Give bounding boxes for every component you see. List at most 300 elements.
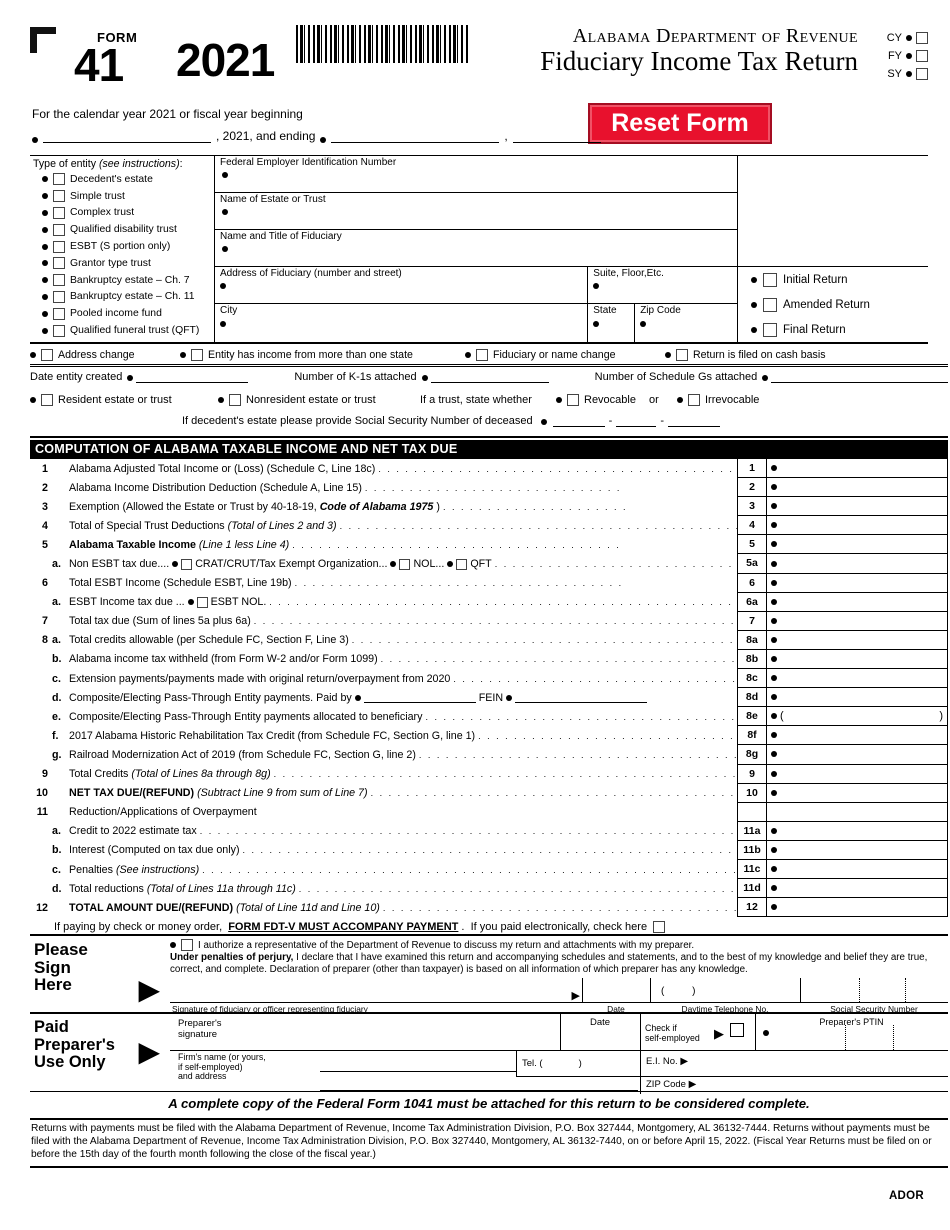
entity-type-label: Pooled income fund	[70, 308, 162, 320]
nonresident-label: Nonresident estate or trust	[246, 394, 376, 406]
city-row	[215, 304, 737, 342]
city-label: City	[220, 305, 238, 317]
schedule-gs-label: Number of Schedule Gs attached	[594, 371, 758, 383]
fein-label: Federal Employer Identification Number	[220, 157, 397, 168]
line-number-box: 8a	[737, 631, 767, 650]
line-value-field[interactable]	[767, 593, 948, 612]
bullet-mark	[222, 246, 228, 252]
inline-fill-field[interactable]	[515, 692, 647, 703]
line-number-box: 11d	[737, 879, 767, 898]
line-number-box: 8f	[737, 726, 767, 745]
bullet-mark	[751, 277, 757, 283]
line-value-field[interactable]	[767, 688, 948, 707]
fiduciary-signature-field[interactable]	[170, 978, 582, 1003]
label-text: CRAT/CRUT/Tax Exempt Organization...	[195, 558, 388, 571]
line-value-field[interactable]	[767, 745, 948, 764]
authorize-checkbox[interactable]	[181, 939, 193, 951]
line-value-field[interactable]	[767, 726, 948, 745]
computation-row-8e	[30, 707, 948, 726]
calendar-year-text: For the calendar year 2021 or fiscal year beginning	[32, 107, 303, 121]
resident-option	[30, 394, 218, 406]
return-type-label: Final Return	[783, 323, 846, 336]
label-text: Alabama Taxable Income	[69, 538, 196, 551]
deceased-ssn-row	[30, 415, 948, 427]
line-value-field[interactable]	[767, 574, 948, 593]
fiscal-year-end-year-field[interactable]	[513, 132, 601, 143]
period-sy	[887, 65, 928, 83]
bullet-mark	[218, 397, 224, 403]
line-number-box: 8c	[737, 669, 767, 688]
line-label	[69, 711, 422, 723]
inline-checkbox[interactable]	[456, 559, 467, 570]
label-text: (Total of Lines 11a through 11c)	[146, 882, 296, 895]
ptin-label: Preparer's PTIN	[819, 1017, 884, 1027]
entity-type-checkbox[interactable]	[53, 257, 65, 269]
form-label: FORM	[97, 30, 138, 45]
computation-row-11	[30, 803, 948, 822]
computation-row-3	[30, 497, 948, 516]
return-type-label: Amended Return	[783, 298, 870, 311]
line-number-box: 11a	[737, 822, 767, 841]
entity-type-item	[33, 289, 214, 306]
suite-label: Suite, Floor,Etc.	[593, 267, 664, 279]
entity-type-checkbox[interactable]	[53, 207, 65, 219]
bullet-mark	[465, 352, 471, 358]
sign-content	[170, 936, 948, 1012]
preparer-arrow-icon: ▶	[138, 1036, 160, 1067]
line-number: 10	[36, 787, 48, 800]
bullet-mark	[42, 277, 48, 283]
label-text: Reduction/Applications of Overpayment	[69, 806, 257, 819]
bullet-mark	[771, 675, 777, 681]
dotted-leader	[266, 597, 737, 607]
dotted-leader	[337, 521, 737, 531]
line-value-field[interactable]	[767, 898, 948, 917]
city-field[interactable]	[215, 304, 587, 342]
line-label	[69, 730, 475, 742]
title-block	[540, 25, 858, 77]
label-text: Extension payments/payments made with original return/overpayment from 2020	[69, 672, 451, 685]
bullet-mark	[42, 328, 48, 334]
bullet-mark	[762, 375, 768, 381]
line-value-field[interactable]	[767, 879, 948, 898]
return-type-checkbox[interactable]	[763, 273, 777, 287]
line-value-field[interactable]	[767, 765, 948, 784]
flag-checkbox[interactable]	[676, 349, 688, 361]
line-subletter: a.	[52, 596, 61, 609]
label-text: 2017 Alabama Historic Rehabilitation Tax Credit (from Schedule FC, Section G, line 1)	[69, 729, 476, 742]
label-text: Total reductions	[69, 882, 144, 895]
computation-header: COMPUTATION OF ALABAMA TAXABLE INCOME AND NET TAX DUE	[30, 440, 948, 459]
flag-checkbox[interactable]	[476, 349, 488, 361]
entity-type-checkbox[interactable]	[53, 291, 65, 303]
label-text: NOL...	[413, 558, 445, 571]
line-value-field[interactable]	[767, 841, 948, 860]
line-value-field[interactable]	[767, 478, 948, 497]
irrevocable-checkbox[interactable]	[688, 394, 700, 406]
ssn-part1-field[interactable]	[553, 416, 605, 427]
label-text: Non ESBT tax due....	[69, 558, 170, 571]
line-subletter: g.	[52, 748, 62, 761]
bullet-mark	[771, 694, 777, 700]
signer-ssn-field[interactable]	[800, 978, 948, 1003]
line-number-box: 9	[737, 765, 767, 784]
suite-field[interactable]	[587, 267, 737, 304]
ptin-divider	[845, 1025, 846, 1050]
revocable-checkbox[interactable]	[567, 394, 579, 406]
inline-fill-field[interactable]	[364, 692, 476, 703]
bullet-mark	[42, 294, 48, 300]
empty-box	[738, 156, 928, 267]
signature-date-field[interactable]	[582, 978, 650, 1003]
form-number: 41	[74, 39, 124, 91]
dotted-leader	[199, 865, 737, 875]
dotted-leader	[375, 464, 737, 474]
bullet-mark	[422, 375, 428, 381]
bullet-mark	[172, 561, 178, 567]
resident-checkbox[interactable]	[41, 394, 53, 406]
label-text: Interest (Computed on tax due only)	[69, 844, 240, 857]
computation-row-11c	[30, 860, 948, 879]
computation-row-6a	[30, 593, 948, 612]
line-value-field[interactable]	[767, 535, 948, 554]
zip-field[interactable]	[634, 304, 737, 342]
dotted-leader	[240, 845, 738, 855]
computation-row-12	[30, 898, 948, 917]
computation-row-8c	[30, 669, 948, 688]
computation-row-5a	[30, 554, 948, 573]
open-paren: (	[780, 710, 784, 723]
label-text: (Total of Lines 2 and 3)	[227, 519, 337, 532]
line-value-field[interactable]	[767, 822, 948, 841]
period-checkbox-fy[interactable]	[916, 50, 928, 62]
label-text: Exemption (Allowed the Estate or Trust by 40-18-19,	[69, 500, 317, 513]
period-label: FY	[887, 50, 902, 62]
line-number: 5	[42, 538, 48, 551]
line-value-field[interactable]	[767, 707, 948, 726]
label-text: Total ESBT Income (Schedule ESBT, Line 19b)	[69, 577, 292, 590]
irrevocable-option	[677, 394, 759, 406]
entity-type-checkbox[interactable]	[53, 325, 65, 337]
line-number-box: 3	[737, 497, 767, 516]
self-employed-label: Check if self-employed	[645, 1023, 700, 1043]
line-number-box: 8d	[737, 688, 767, 707]
tax-year: 2021	[176, 34, 275, 86]
bullet-mark	[220, 321, 226, 327]
line-value-field[interactable]	[767, 784, 948, 803]
entity-type-label: Simple trust	[70, 190, 125, 202]
fiduciary-name-label: Name and Title of Fiduciary	[220, 231, 342, 243]
nonresident-checkbox[interactable]	[229, 394, 241, 406]
computation-row-2	[30, 478, 948, 497]
inline-checkbox[interactable]	[181, 559, 192, 570]
dotted-leader	[378, 654, 737, 664]
line-value-field[interactable]	[767, 803, 948, 822]
entity-type-item	[33, 238, 214, 255]
line-value-field[interactable]	[767, 631, 948, 650]
paid-electronically-checkbox[interactable]	[653, 921, 665, 933]
bullet-mark	[771, 503, 777, 509]
line-subletter: b.	[52, 844, 62, 857]
bullet-mark	[771, 771, 777, 777]
entity-type-checkbox[interactable]	[53, 190, 65, 202]
estate-name-field[interactable]	[215, 193, 737, 231]
line-value-field[interactable]	[767, 612, 948, 631]
entity-fields-column	[215, 156, 738, 342]
label-text: (Subtract Line 9 from sum of Line 7)	[197, 787, 368, 800]
entity-type-label: Bankruptcy estate – Ch. 11	[70, 291, 195, 303]
line-number: 11	[36, 806, 48, 819]
dotted-leader	[349, 635, 737, 645]
line-label	[69, 539, 289, 551]
entity-type-checkbox[interactable]	[53, 241, 65, 253]
bullet-mark	[188, 599, 194, 605]
authorize-label: I authorize a representative of the Department of Revenue to discuss my return and attachments with my preparer.	[198, 939, 695, 951]
line-label	[69, 692, 647, 704]
bullet-mark	[906, 35, 912, 41]
line-label	[69, 634, 349, 646]
computation-row-8g	[30, 745, 948, 764]
entity-type-checkbox[interactable]	[53, 173, 65, 185]
bullet-mark	[180, 352, 186, 358]
period-cy	[887, 29, 928, 47]
divider	[640, 1050, 641, 1094]
bullet-mark	[42, 193, 48, 199]
entity-type-label: Bankruptcy estate – Ch. 7	[70, 274, 190, 286]
computation-row-11d	[30, 879, 948, 898]
bullet-mark	[541, 419, 547, 425]
line-value-field[interactable]	[767, 669, 948, 688]
ptin-divider	[893, 1025, 894, 1050]
line-number-box: 4	[737, 516, 767, 535]
divider	[516, 1076, 948, 1077]
telephone-field[interactable]: Tel. ( )	[522, 1058, 582, 1069]
ssn-part2-field[interactable]	[616, 416, 656, 427]
line-label	[69, 482, 362, 494]
line-value-field[interactable]	[767, 650, 948, 669]
bullet-mark	[763, 1030, 769, 1036]
fiscal-year-begin-field[interactable]	[43, 132, 211, 143]
computation-row-8d	[30, 688, 948, 707]
estate-name-label: Name of Estate or Trust	[220, 193, 326, 205]
ssn-part3-field[interactable]	[668, 416, 720, 427]
line-number: 8	[42, 634, 48, 647]
bullet-mark	[771, 885, 777, 891]
signature-row	[170, 978, 948, 1003]
line-number-box: 11c	[737, 860, 767, 879]
label-text: ESBT Income tax due ...	[69, 596, 185, 609]
bullet-mark	[771, 465, 777, 471]
return-type-checkbox[interactable]	[763, 298, 777, 312]
line-subletter: a.	[52, 825, 61, 838]
dotted-leader	[271, 769, 737, 779]
computation-row-9	[30, 765, 948, 784]
bullet-mark	[771, 866, 777, 872]
bullet-mark	[771, 751, 777, 757]
signature-arrow-icon: ▶	[571, 989, 580, 1002]
schedule-gs-field[interactable]	[771, 372, 948, 383]
trust-question-label: If a trust, state whether	[420, 394, 532, 406]
line-number-box	[737, 803, 767, 822]
line-value-field[interactable]	[767, 860, 948, 879]
line-number-box: 6a	[737, 593, 767, 612]
preparer-date-label: Date	[589, 1017, 611, 1028]
flag-label: Entity has income from more than one state	[208, 348, 413, 361]
inline-checkbox[interactable]	[197, 597, 208, 608]
zip-code-field[interactable]: ZIP Code ▶	[646, 1079, 697, 1090]
line-label	[69, 501, 440, 513]
line-number-box: 5	[737, 535, 767, 554]
computation-row-11b	[30, 841, 948, 860]
dotted-leader	[296, 884, 737, 894]
entity-type-checkbox[interactable]	[53, 274, 65, 286]
flag-label: Address change	[58, 348, 135, 361]
dotted-leader	[492, 559, 737, 569]
perjury-statement: Under penalties of perjury, I declare that I have examined this return and accompanying schedules and statements, and to the best of my knowledge and belief they are true, correct, and complete. Declaration of preparer (other than taxpayer) is based on all information of which preparer has any knowledge.	[170, 952, 928, 976]
label-text: Total tax due (Sum of lines 5a plus 6a)	[69, 615, 251, 628]
bullet-mark	[906, 53, 912, 59]
line-value-field[interactable]	[767, 497, 948, 516]
label-text: NET TAX DUE/(REFUND)	[69, 787, 195, 800]
fein-field[interactable]	[215, 156, 737, 193]
period-checkbox-sy[interactable]	[916, 68, 928, 80]
bullet-mark	[665, 352, 671, 358]
line-label	[69, 768, 271, 780]
line-label	[69, 883, 296, 895]
label-text: Total Credits	[69, 768, 129, 781]
line-label	[69, 596, 266, 608]
line-number: 3	[42, 500, 48, 513]
computation-row-8b	[30, 650, 948, 669]
line-label	[69, 520, 337, 532]
dotted-leader	[362, 483, 625, 493]
label-text: (Total of Line 11d and Line 10)	[236, 901, 380, 914]
line-number-box: 8b	[737, 650, 767, 669]
period-label: SY	[887, 68, 902, 80]
label-text: TOTAL AMOUNT DUE/(REFUND)	[69, 901, 234, 914]
dotted-leader	[368, 788, 737, 798]
line-number-box: 6	[737, 574, 767, 593]
filing-instructions: Returns with payments must be filed with the Alabama Department of Revenue, Income Tax Administration Division, P.O. Box 327444, Montgomery, AL 36132-7444. Returns without payments must be filed with the Alabama Department of Revenue, Income Tax Administration Division, P.O. Box 327440, Montgomery, AL 36132-7440, on or before April 15, 2022. (Fiscal Year Returns must be filed on or before the 15th day of the fourth month following the close of the fiscal year.)	[30, 1118, 948, 1168]
entity-type-label: Qualified disability trust	[70, 224, 177, 236]
bullet-mark	[390, 561, 396, 567]
label-text: QFT	[470, 558, 492, 571]
bullet-mark	[42, 227, 48, 233]
bullet-mark	[42, 210, 48, 216]
flag-checkbox[interactable]	[41, 349, 53, 361]
resident-label: Resident estate or trust	[58, 394, 172, 406]
firm-name-field[interactable]	[320, 1071, 516, 1072]
ein-field[interactable]: E.I. No. ▶	[646, 1056, 689, 1067]
created-row	[30, 371, 948, 383]
return-type-item	[738, 317, 928, 342]
reset-form-button[interactable]: Reset Form	[588, 103, 772, 144]
bullet-mark	[506, 695, 512, 701]
label-text: Total of Special Trust Deductions	[69, 519, 225, 532]
k1s-field[interactable]	[431, 372, 549, 383]
line-number-box: 8e	[737, 707, 767, 726]
label-text: If paying by check or money order,	[54, 920, 226, 933]
line-label	[69, 864, 199, 876]
dotted-leader	[197, 826, 737, 836]
date-created-field[interactable]	[136, 372, 248, 383]
line-subletter: d.	[52, 691, 62, 704]
divider	[170, 1050, 948, 1051]
bullet-mark	[771, 541, 777, 547]
state-field[interactable]	[587, 304, 634, 342]
sign-arrow-icon: ▶	[138, 974, 160, 1005]
bullet-mark	[42, 176, 48, 182]
k1s-label: Number of K-1s attached	[294, 371, 417, 383]
address-line-field[interactable]	[320, 1090, 638, 1091]
entity-type-checkbox[interactable]	[53, 224, 65, 236]
registration-mark-icon	[30, 27, 56, 53]
line-number: 1	[42, 462, 48, 475]
bullet-mark	[771, 732, 777, 738]
entity-type-checkbox[interactable]	[53, 308, 65, 320]
entity-type-item	[33, 322, 214, 339]
flag-option	[30, 349, 180, 361]
fiscal-year-end-field[interactable]	[331, 132, 499, 143]
line-label	[69, 673, 450, 685]
line-label	[69, 844, 240, 856]
please-sign-here-label: Please Sign Here ▶	[34, 940, 160, 1005]
address-field[interactable]	[215, 267, 587, 304]
return-type-checkbox[interactable]	[763, 323, 777, 337]
fiduciary-name-field[interactable]	[215, 230, 737, 267]
bullet-mark	[906, 71, 912, 77]
entity-type-item	[33, 205, 214, 222]
period-checkbox-cy[interactable]	[916, 32, 928, 44]
bullet-mark	[771, 522, 777, 528]
label-text: Composite/Electing Pass-Through Entity payments. Paid by	[69, 691, 352, 704]
return-type-label: Initial Return	[783, 273, 848, 286]
line-label	[69, 577, 292, 589]
bullet-mark	[771, 599, 777, 605]
line-subletter: b.	[52, 653, 62, 666]
line-value-field[interactable]	[767, 516, 948, 535]
line-number-box: 12	[737, 898, 767, 917]
bullet-mark	[771, 713, 777, 719]
signature-labels: Signature of fiduciary or officer representing fiduciary Date Daytime Telephone No. Social Security Number	[172, 1003, 918, 1014]
flag-checkbox[interactable]	[191, 349, 203, 361]
label-text: ESBT NOL.	[210, 596, 267, 609]
inline-checkbox[interactable]	[399, 559, 410, 570]
daytime-phone-field[interactable]: ( )	[650, 978, 800, 1003]
state-label: State	[593, 305, 617, 317]
authorize-row	[170, 938, 948, 952]
revocable-option	[556, 394, 649, 406]
return-type-column	[738, 156, 928, 342]
dotted-leader	[440, 502, 625, 512]
bullet-mark	[42, 311, 48, 317]
bullet-mark	[677, 397, 683, 403]
computation-row-6	[30, 574, 948, 593]
bullet-mark	[771, 790, 777, 796]
computation-row-5	[30, 535, 948, 554]
line-value-field[interactable]	[767, 554, 948, 573]
self-employed-checkbox[interactable]	[730, 1023, 744, 1037]
ssn-dash: -	[608, 415, 613, 427]
computation-row-11a	[30, 822, 948, 841]
line-subletter: c.	[52, 672, 61, 685]
line-number-box: 11b	[737, 841, 767, 860]
bullet-mark	[771, 580, 777, 586]
preparer-content	[170, 1014, 948, 1091]
line-value-field[interactable]	[767, 459, 948, 478]
label-text: . If you paid electronically, check here	[461, 920, 651, 933]
computation-row-10	[30, 784, 948, 803]
